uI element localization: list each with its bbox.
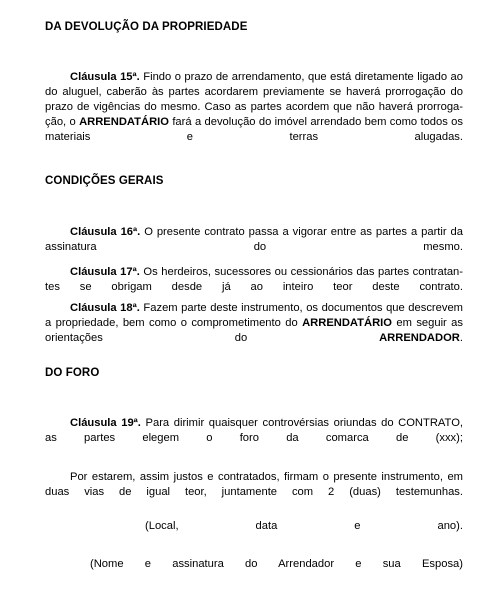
clause-line: Cláusula 16ª. O presente contrato passa a vigorar entre as partes a partir da <box>70 226 463 238</box>
clause-label: Cláusula 17ª. <box>70 266 140 278</box>
clause-line: Cláusula 17ª. Os herdeiros, sucessores ou cessionários das partes contratan- <box>70 266 463 278</box>
signature-line <box>90 557 463 572</box>
section-heading-foro: DO FORO <box>45 367 100 379</box>
clause-label: Cláusula 15ª. <box>70 71 140 83</box>
section-heading-condicoes: CONDIÇÕES GERAIS <box>45 175 164 187</box>
signature-text: (Nome e assinatura do Arrendador e sua Esposa) <box>90 558 463 570</box>
clause-line: Cláusula 15ª. Findo o prazo de arrendamento, que está diretamente ligado ao <box>70 71 464 83</box>
emphasized-term: ARRENDATÁRIO <box>79 116 169 128</box>
clause-line: as partes elegem o foro da comarca de (xxx); <box>45 432 463 444</box>
clause-line: ção, o ARRENDATÁRIO fará a devolução do imóvel arrendado bem como todos os <box>45 116 463 128</box>
clause-line: tes se obrigam desde já ao inteiro teor deste contrato. <box>45 281 463 293</box>
clause-line: Cláusula 19ª. Para dirimir quaisquer controvérsias oriundas do CONTRATO, <box>70 417 463 429</box>
clause-19 <box>45 416 463 446</box>
clause-line: a propriedade, bem como o comprometimento do ARRENDATÁRIO em seguir as <box>45 317 463 329</box>
clause-15 <box>45 70 463 145</box>
clause-17 <box>45 265 463 295</box>
clause-label: Cláusula 18ª. <box>70 302 140 314</box>
clause-line: materiais e terras alugadas. <box>45 131 463 143</box>
clause-line: assinatura do mesmo. <box>45 241 463 253</box>
clause-line: Cláusula 18ª. Fazem parte deste instrumento, os documentos que descrevem <box>70 302 463 314</box>
clause-label: Cláusula 16ª. <box>70 226 141 238</box>
closing-line: Por estarem, assim justos e contratados, firmam o presente instrumento, em <box>70 471 463 483</box>
clause-line: orientações do ARRENDADOR. <box>45 332 463 344</box>
clause-label: Cláusula 19ª. <box>70 417 141 429</box>
emphasized-term: ARRENDADOR <box>379 332 460 344</box>
clause-line: do aluguel, caberão às partes acordarem previamente se haverá prorrogação do <box>45 86 463 98</box>
place-date <box>145 519 463 534</box>
section-heading-devolucao: DA DEVOLUÇÃO DA PROPRIEDADE <box>45 21 248 33</box>
emphasized-term: ARRENDATÁRIO <box>302 317 392 329</box>
clause-16 <box>45 225 463 255</box>
clause-18 <box>45 301 463 346</box>
closing-line: duas vias de igual teor, juntamente com 2 (duas) testemunhas. <box>45 486 463 498</box>
clause-line: prazo de vigências do mesmo. Caso as partes acordem que não haverá prorroga- <box>45 101 463 113</box>
closing-paragraph <box>45 470 463 500</box>
place-date-line: (Local, data e ano). <box>145 520 463 532</box>
